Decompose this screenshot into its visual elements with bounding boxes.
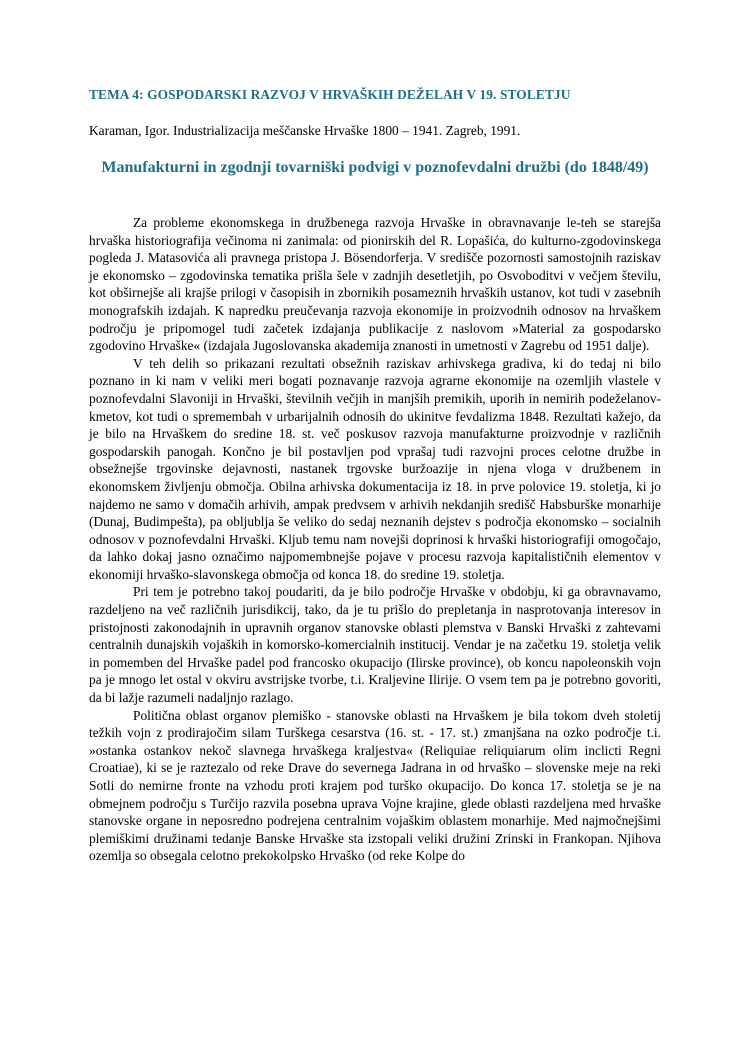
paragraph: Pri tem je potrebno takoj poudariti, da je bilo področje Hrvaške v obdobju, ki ga obravnavamo, razdeljeno na več različnih jurisdikcij, tako, da je tu prišlo do prepletanja in nasprotovanja interesov in pristojnosti zakonodajnih in upravnih organov stanovske oblasti plemstva v Banski Hrvaški z zahtevami centralnih dunajskih vojaških in komorsko-komercialnih institucij. Vendar je na začetku 19. stoletja velik in pomemben del Hrvaške padel pod francosko okupacijo (Ilirske province), ob koncu napoleonskih vojn pa je mnogo let ostal v okviru avstrijske tvorbe, t.i. Kraljevine Ilirije. O vsem tem pa je potrebno govoriti, da bi lažje razumeli nadaljnjo razlago. (89, 584, 661, 706)
chapter-title: Manufakturni in zgodnji tovarniški podvigi v poznofevdalni družbi (do 1848/49) (101, 159, 649, 176)
body-text (89, 214, 661, 865)
paragraph: Za probleme ekonomskega in družbenega razvoja Hrvaške in obravnavanje le-teh se starejša hrvaška historiografija večinoma ni zanimala: od pionirskih del R. Lopašića, do kulturno-zgodovinskega pogleda J. Matasovića ali pravnega pristopa J. Bösendorferja. V središče pozornosti samostojnih raziskav je ekonomsko – zgodovinska tematika prišla šele v zadnjih desetletjih, po Osvoboditvi v večjem številu, kot obširnejše ali krajše prilogi v časopisih in zbornikih posameznih hrvaških ustanov, kot tudi v zasebnih monografskih izdajah. K napredku preučevanja razvoja ekonomije in proizvodnih odnosov na hrvaškem področju je pripomogel tudi začetek izdajanja publikacije z naslovom »Material za gospodarsko zgodovino Hrvaške« (izdajala Jugoslovanska akademija znanosti in umetnosti v Zagrebu od 1951 dalje). (89, 215, 661, 354)
section-heading: TEMA 4: GOSPODARSKI RAZVOJ V HRVAŠKIH DEŽELAH V 19. STOLETJU (89, 87, 571, 102)
paragraph: Politična oblast organov plemiško - stanovske oblasti na Hrvaškem je bila tokom dveh stoletij težkih vojn z prodirajočim silam Turškega cesarstva (16. st. - 17. st.) zmanjšana na ozko področje t.i. »ostanka ostankov nekoč slavnega hrvaškega kraljestva« (Reliquiae reliquiarum olim inclicti Regni Croatiae), ki se je raztezalo od reke Drave do severnega Jadrana in od hrvaško – slovenske meje na reki Sotli do nemirne fronte na vzhodu proti krajem pod turško okupacijo. Do konca 17. stoletja se je na obmejnem področju s Turčijo razvila posebna uprava Vojne krajine, glede oblasti razdeljena med hrvaške stanovske organe in neposredno podrejena centralnim vojaškim oblastem monarhije. Med najmočnejšimi plemiškimi družinami tedanje Banske Hrvaške sta izstopali veliki družini Zrinski in Frankopan. Njihova ozemlja so obsegala celotno prekokolpsko Hrvaško (od reke Kolpe do (89, 707, 661, 864)
source-citation: Karaman, Igor. Industrializacija meščanske Hrvaške 1800 – 1941. Zagreb, 1991. (89, 123, 521, 138)
paragraph: V teh delih so prikazani rezultati obsežnih raziskav arhivskega gradiva, ki do tedaj ni bilo poznano in ki nam v veliki meri bogati poznavanje razvoja agrarne ekonomije na ozemljih vlastele v poznofevdalni Slavoniji in Hrvaški, številnih večjih in manjših premikih, uporih in nemirih podeželanov-kmetov, kot tudi o spremembah v urbarijalnih odnosih do ukinitve fevdalizma 1848. Rezultati kažejo, da je bilo na Hrvaškem do sredine 18. st. več poskusov razvoja manufakturne proizvodnje v različnih gospodarskih panogah. Končno je bil postavljen pod vprašaj tudi razvojni proces celotne družbe in obsežnejše trgovinske dejavnosti, nastanek trgovske buržoazije in njena vloga v družbenem in ekonomskem življenju območja. Obilna arhivska dokumentacija iz 18. in prve polovice 19. stoletja, ki jo najdemo ne samo v domačih arhivih, ampak predvsem v arhivih nekdanjih središč Habsburške monarhije (Dunaj, Budimpešta), pa obljublja še veliko do sedaj neznanih dejstev s področja ekonomsko – socialnih odnosov v poznofevdalni Hrvaški. Kljub temu nam novejši doprinosi k hrvaški historiografiji omogočajo, da lahko dokaj jasno označimo najpomembnejše pojave v procesu razvoja kapitalističnih elementov v ekonomiji hrvaško-slavonskega območja od konca 18. do sredine 19. stoletja. (89, 355, 661, 582)
